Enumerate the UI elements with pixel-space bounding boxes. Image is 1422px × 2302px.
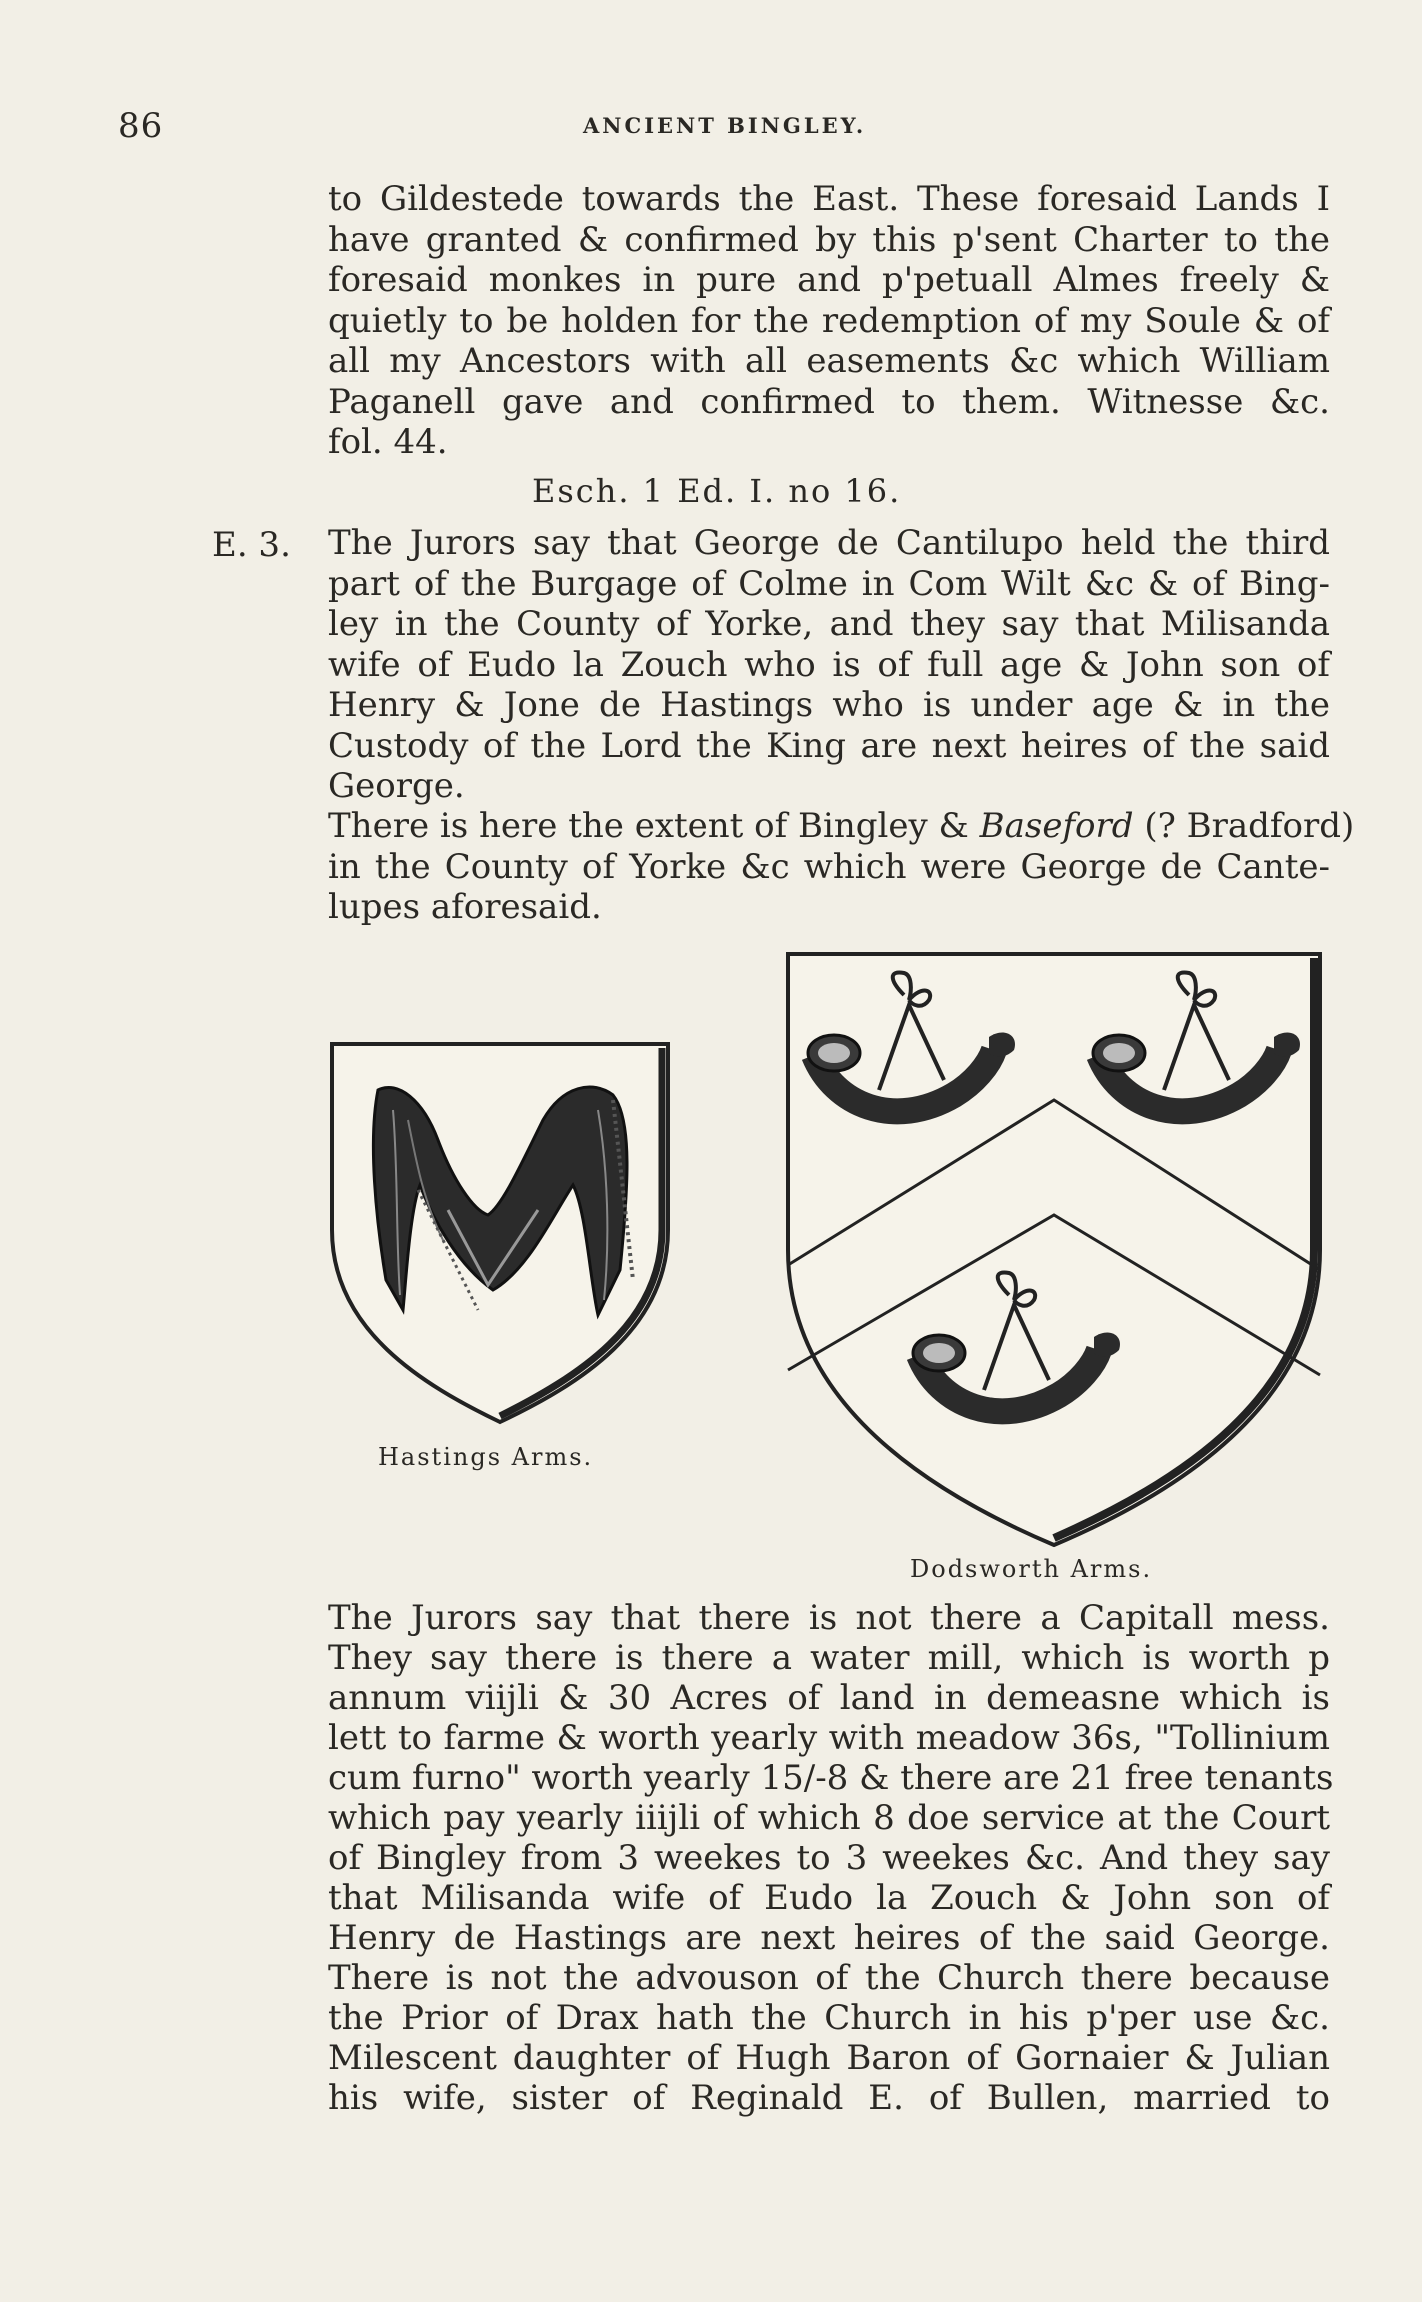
text-line: There is not the advouson of the Church there because [328,1958,1330,1998]
section-heading: Esch. 1 Ed. I. no 16. [532,472,902,510]
caption-dodsworth-arms: Dodsworth Arms. [910,1555,1153,1583]
text-line: Henry & Jone de Hastings who is under age & in the [328,685,1330,725]
paragraph-jurors-cantilupo [328,523,1330,807]
text-line: wife of Eudo la Zouch who is of full age & John son of [328,644,1330,685]
text-line: cum furno" worth yearly 15/-8 & there are 21 free tenants [328,1758,1334,1798]
text-line: Henry de Hastings are next heires of the said George. [328,1918,1330,1958]
text-line: They say there is there a water mill, which is worth p [328,1638,1330,1678]
text-line: Custody of the Lord the King are next heires of the said [328,725,1330,766]
hastings-arms-shield [328,1040,673,1430]
text-line: his wife, sister of Reginald E. of Bullen, married to [328,2078,1330,2118]
text-line: in the County of Yorke &c which were George de Cante- [328,846,1330,887]
text-line: of Bingley from 3 weekes to 3 weekes &c. And they say [328,1838,1330,1878]
text-line: which pay yearly iiijli of which 8 doe service at the Court [328,1798,1330,1838]
text-line: lupes aforesaid. [328,887,602,927]
text-line: fol. 44. [328,422,448,462]
page-number: 86 [118,106,164,146]
text-line: ley in the County of Yorke, and they say that Milisanda [328,604,1330,644]
text-line: The Jurors say that there is not there a Capitall mess. [328,1598,1330,1638]
running-title: ANCIENT BINGLEY. [583,113,867,138]
text-line: lett to farme & worth yearly with meadow 36s, "Tollinium [328,1718,1330,1758]
text-line: Milescent daughter of Hugh Baron of Gornaier & Julian [328,2038,1330,2078]
text-line: part of the Burgage of Colme in Com Wilt &c & of Bing- [328,563,1330,604]
text-line: quietly to be holden for the redemption of my Soule & of [328,300,1330,341]
text-line: Paganell gave and confirmed to them. Witnesse &c. [328,381,1330,422]
paragraph-extent [328,806,1355,928]
text-line: that Milisanda wife of Eudo la Zouch & John son of [328,1878,1330,1918]
margin-reference: E. 3. [212,525,291,565]
text-line: There is here the extent of Bingley & Baseford (? Bradford) [328,806,1355,846]
text-line: have granted & confirmed by this p'sent Charter to the [328,219,1330,260]
dodsworth-arms-shield [784,950,1324,1550]
text-line: annum viijli & 30 Acres of land in demeasne which is [328,1678,1330,1718]
text-line: foresaid monkes in pure and p'petuall Almes freely & [328,260,1330,300]
caption-hastings-arms: Hastings Arms. [378,1443,594,1471]
text-line: to Gildestede towards the East. These foresaid Lands I [328,179,1330,219]
text-line: the Prior of Drax hath the Church in his p'per use &c. [328,1998,1330,2038]
text-line: George. [328,766,465,806]
text-line: all my Ancestors with all easements &c which William [328,341,1330,381]
text-line: The Jurors say that George de Cantilupo held the third [328,523,1330,563]
paragraph-jurors-mill [328,1598,1334,2118]
paragraph-charter [328,179,1330,463]
